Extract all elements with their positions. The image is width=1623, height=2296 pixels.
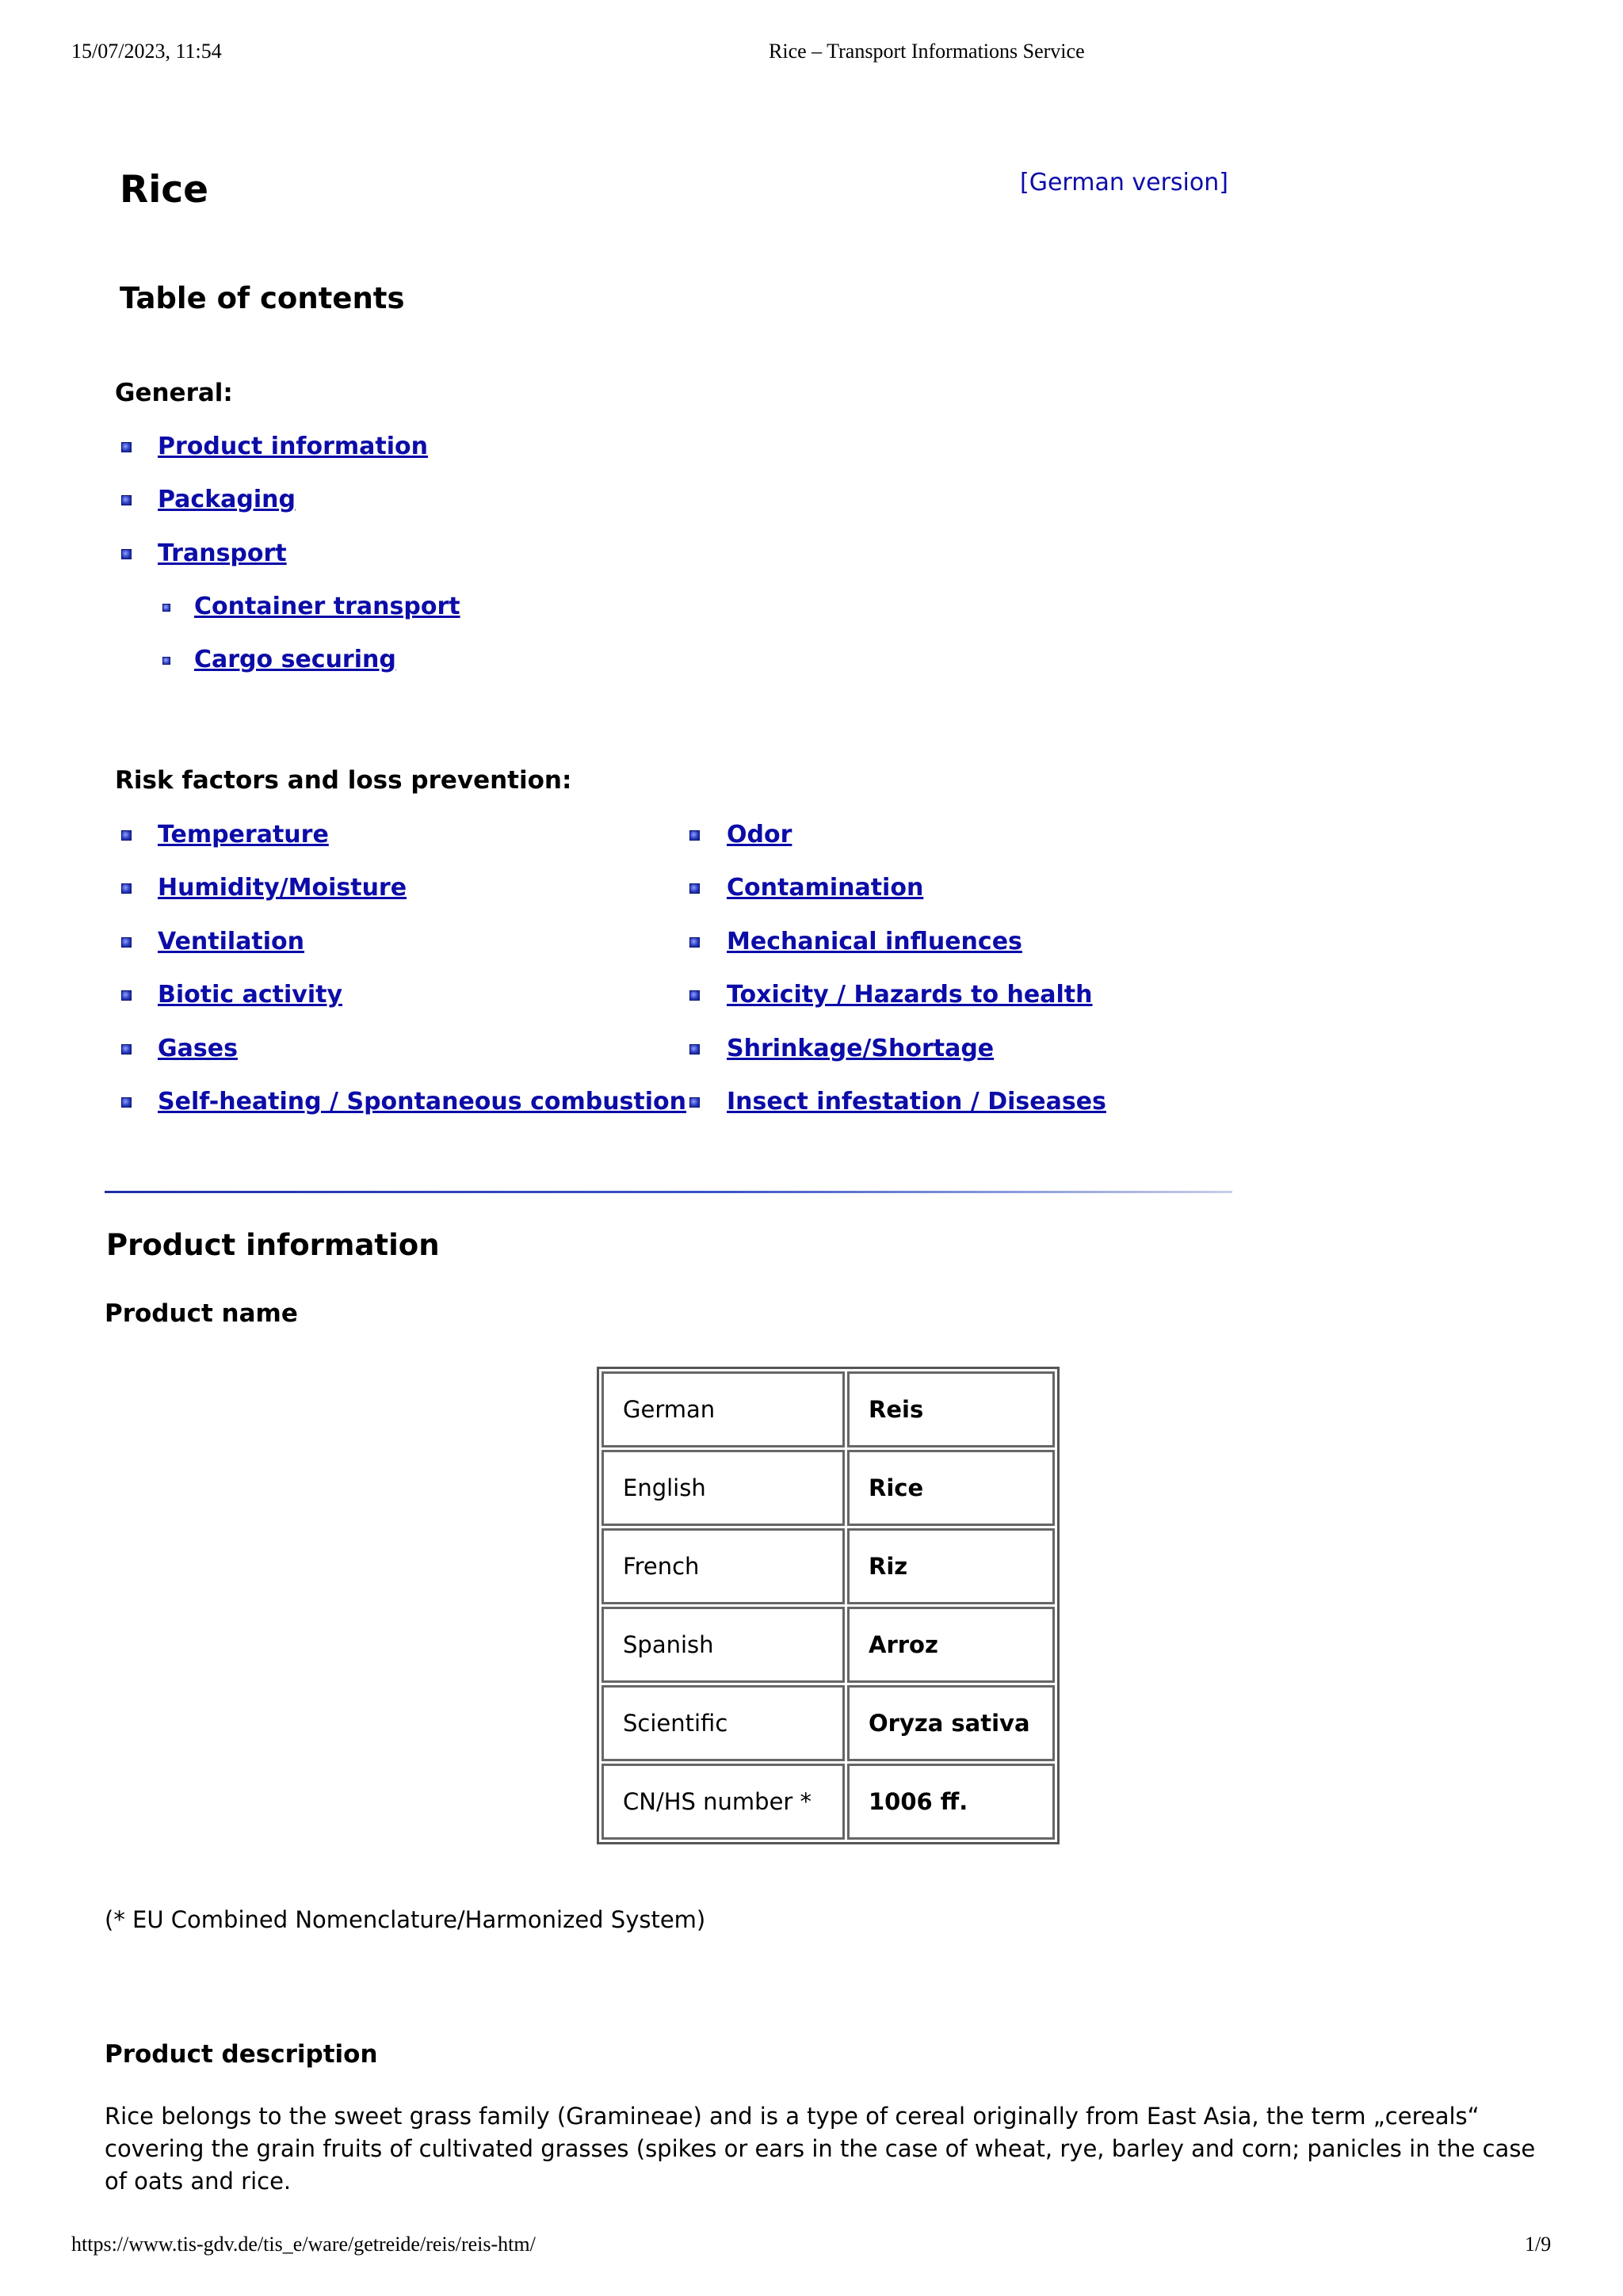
print-datetime: 15/07/2023, 11:54 xyxy=(71,40,222,63)
name-value: Rice xyxy=(847,1450,1055,1526)
toc-link-temperature[interactable]: Temperature xyxy=(158,821,329,849)
toc-link-shrinkage-shortage[interactable]: Shrinkage/Shortage xyxy=(727,1035,995,1062)
name-value: Riz xyxy=(847,1528,1055,1604)
name-value: 1006 ff. xyxy=(847,1764,1055,1840)
name-label: CN/HS number * xyxy=(601,1764,845,1840)
table-row xyxy=(601,1528,1055,1604)
description-line: covering the grain fruits of cultivated grasses (spikes or ears in the case of wheat, rye, barley and corn; panicles in the case xyxy=(105,2135,1536,2162)
product-names-table xyxy=(597,1367,1060,1844)
toc-link-mechanical-influences[interactable]: Mechanical influences xyxy=(727,928,1022,955)
bullet-icon xyxy=(121,937,132,948)
table-footnote: (* EU Combined Nomenclature/Harmonized System) xyxy=(105,1906,706,1933)
page-title: Rice xyxy=(120,168,209,212)
description-line: Rice belongs to the sweet grass family (Gramineae) and is a type of cereal originally from East Asia, the term „cereals“ xyxy=(105,2103,1480,2130)
name-label: Spanish xyxy=(601,1607,845,1683)
name-label: Scientific xyxy=(601,1685,845,1761)
print-page-number: 1/9 xyxy=(1525,2233,1552,2256)
bullet-icon xyxy=(689,830,700,841)
toc-risk-heading: Risk factors and loss prevention: xyxy=(115,766,572,795)
table-row xyxy=(601,1685,1055,1761)
product-description-text xyxy=(105,2100,1536,2198)
bullet-icon xyxy=(121,830,132,841)
bullet-icon xyxy=(689,1044,700,1055)
toc-link-biotic-activity[interactable]: Biotic activity xyxy=(158,981,342,1009)
bullet-icon xyxy=(689,883,700,894)
print-url: https://www.tis-gdv.de/tis_e/ware/getreide/reis/reis-htm/ xyxy=(71,2233,536,2256)
name-label: French xyxy=(601,1528,845,1604)
bullet-icon xyxy=(689,937,700,948)
print-page-title: Rice – Transport Informations Service xyxy=(769,40,1085,63)
table-row xyxy=(601,1371,1055,1447)
description-line: of oats and rice. xyxy=(105,2168,292,2195)
toc-link-self-heating[interactable]: Self-heating / Spontaneous combustion xyxy=(158,1088,687,1116)
bullet-icon xyxy=(121,1044,132,1055)
toc-link-product-information[interactable]: Product information xyxy=(158,433,428,460)
name-label: English xyxy=(601,1450,845,1526)
toc-link-cargo-securing[interactable]: Cargo securing xyxy=(194,646,396,673)
table-row xyxy=(601,1764,1055,1840)
bullet-icon xyxy=(162,604,170,612)
toc-link-toxicity[interactable]: Toxicity / Hazards to health xyxy=(727,981,1093,1009)
toc-link-insect-infestation[interactable]: Insect infestation / Diseases xyxy=(727,1088,1106,1116)
bullet-icon xyxy=(121,549,132,559)
bullet-icon xyxy=(689,990,700,1001)
name-label: German xyxy=(601,1371,845,1447)
bullet-icon xyxy=(162,657,170,665)
toc-link-humidity-moisture[interactable]: Humidity/Moisture xyxy=(158,874,407,902)
product-name-heading: Product name xyxy=(105,1299,298,1328)
product-info-heading: Product information xyxy=(106,1228,440,1262)
toc-link-contamination[interactable]: Contamination xyxy=(727,874,924,902)
name-value: Oryza sativa xyxy=(847,1685,1055,1761)
german-version-link[interactable]: [German version] xyxy=(1020,169,1228,196)
bullet-icon xyxy=(121,1097,132,1108)
bullet-icon xyxy=(121,442,132,452)
bullet-icon xyxy=(689,1097,700,1108)
product-description-heading: Product description xyxy=(105,2040,378,2069)
toc-link-odor[interactable]: Odor xyxy=(727,821,792,849)
toc-link-container-transport[interactable]: Container transport xyxy=(194,593,460,620)
toc-link-ventilation[interactable]: Ventilation xyxy=(158,928,305,955)
toc-heading: Table of contents xyxy=(120,281,405,315)
toc-link-packaging[interactable]: Packaging xyxy=(158,486,296,513)
toc-general-heading: General: xyxy=(115,379,233,407)
section-divider xyxy=(105,1191,1232,1193)
toc-link-transport[interactable]: Transport xyxy=(158,540,287,567)
name-value: Reis xyxy=(847,1371,1055,1447)
bullet-icon xyxy=(121,495,132,505)
table-row xyxy=(601,1607,1055,1683)
toc-link-gases[interactable]: Gases xyxy=(158,1035,238,1062)
table-row xyxy=(601,1450,1055,1526)
name-value: Arroz xyxy=(847,1607,1055,1683)
bullet-icon xyxy=(121,883,132,894)
bullet-icon xyxy=(121,990,132,1001)
